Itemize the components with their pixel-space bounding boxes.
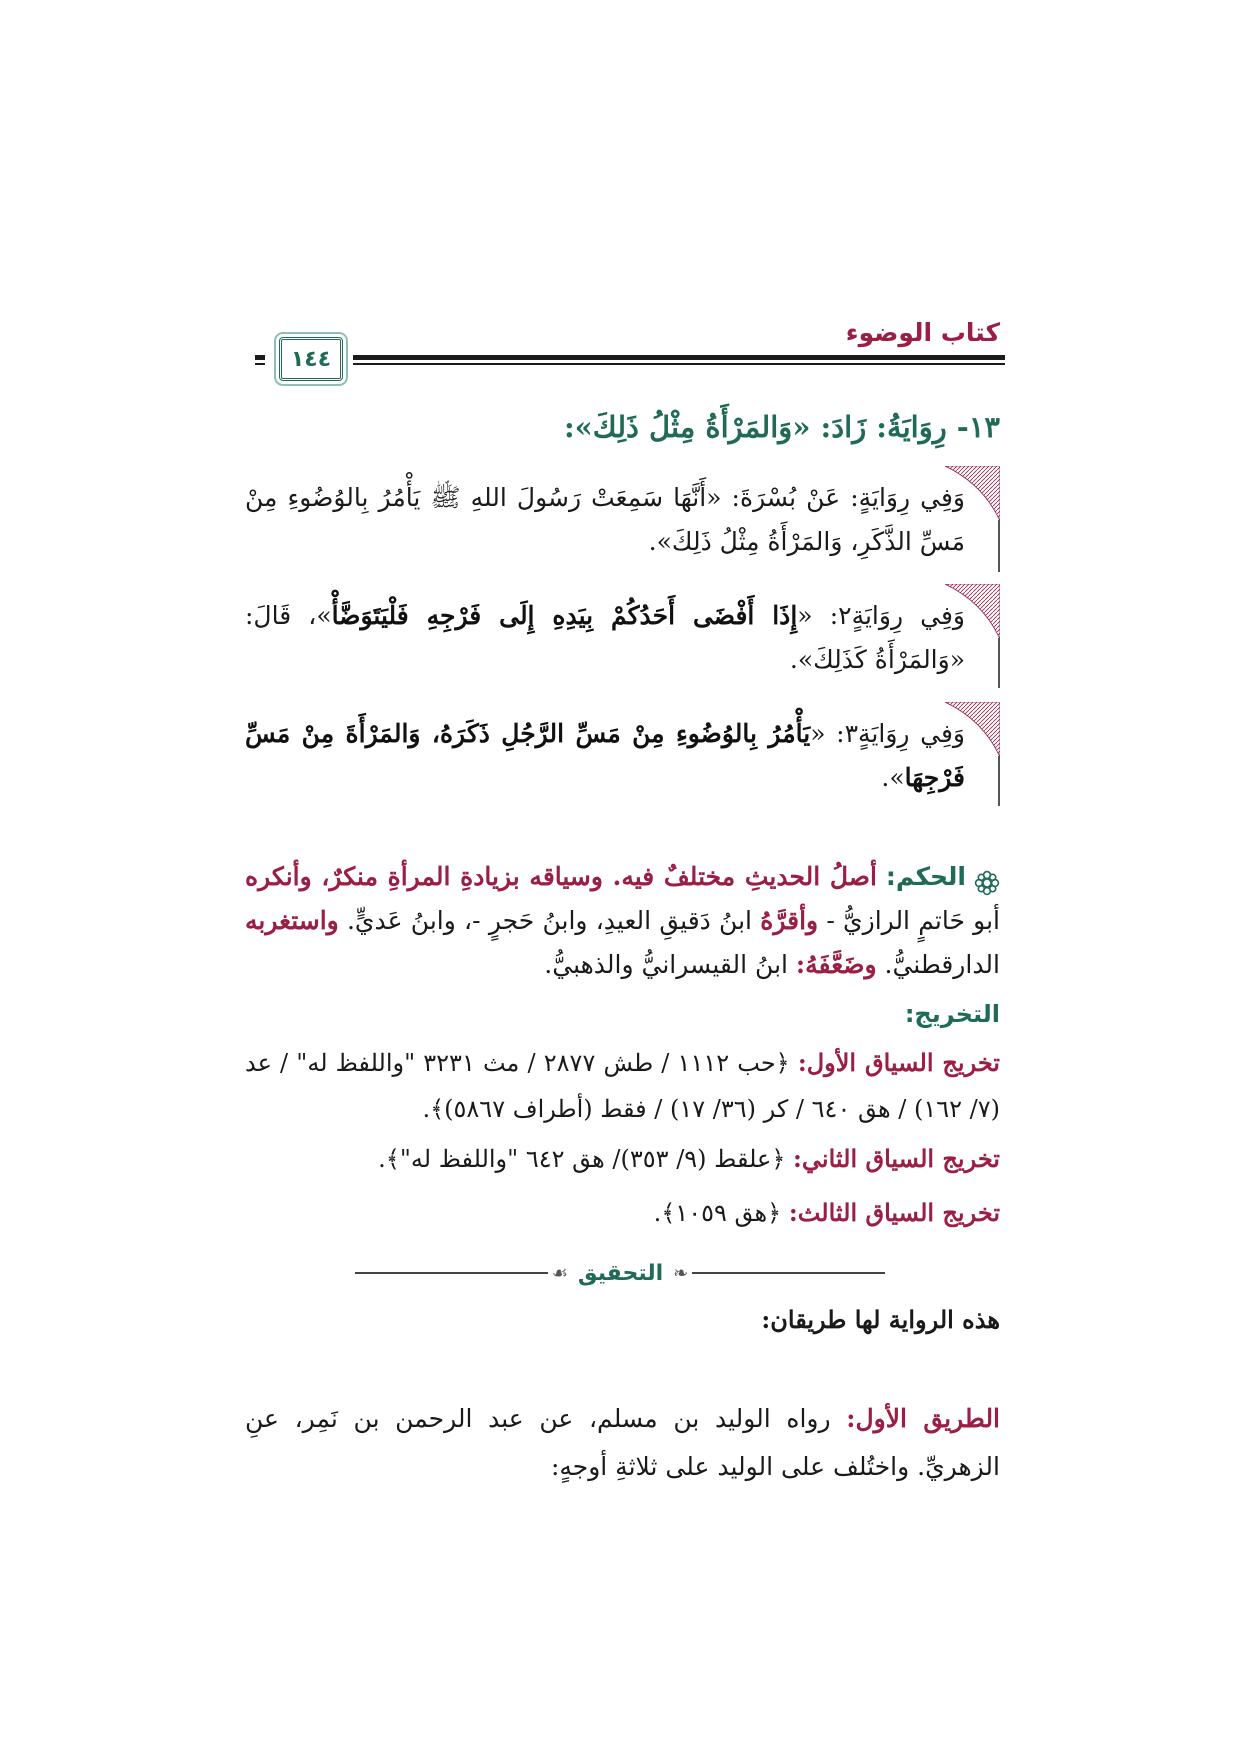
narration-3-prefix: وَفِي رِوَايَةٍ٣: « — [810, 719, 965, 748]
hukm-paragraph — [245, 855, 1000, 987]
hukm-text-3: الدارقطنيُّ. — [876, 950, 1000, 979]
takhrij-text-1: ﴿حب ١١١٢ / طش ٢٨٧٧ / مث ٣٢٣١ "واللفظ له" / عد (٧/ ١٦٢) / هق ٦٤٠ / كر (٣٦/ ١٧) / فقط (أطراف ٥٨٦٧)﴾. — [245, 1049, 1000, 1123]
takhrij-item-3 — [245, 1190, 1000, 1236]
header-rule — [255, 355, 1005, 360]
divider-line — [355, 1272, 548, 1274]
narration-3-suffix: ». — [881, 763, 905, 792]
section-title: ١٣- رِوَايَةُ: زَادَ: «وَالمَرْأَةُ مِثْلُ ذَلِكَ»: — [563, 410, 1000, 444]
section-divider — [355, 1255, 885, 1291]
narration-2-suffix: »، قَالَ: «وَالمَرْأَةُ كَذَلِكَ». — [245, 601, 965, 674]
divider-ornament-icon: ❧ — [673, 1262, 689, 1284]
narration-1 — [245, 476, 965, 564]
hukm-daafahu: وضَعَّفَهُ: — [795, 950, 877, 979]
narration-2-hadith: إِذَا أَفْضَى أَحَدُكُمْ بِيَدِهِ إِلَى فَرْجِهِ فَلْيَتَوَضَّأْ — [331, 601, 798, 630]
narration-rule — [998, 756, 1000, 806]
takhrij-item-1 — [245, 1040, 1000, 1132]
hukm-aqarrahu: وأقرَّهُ — [760, 906, 819, 935]
narration-1-text: وَفِي رِوَايَةٍ: عَنْ بُسْرَةَ: «أَنَّهَا سَمِعَتْ رَسُولَ اللهِ ﷺ يَأْمُرُ بِالوُضُوءِ مِنْ مَسِّ الذَّكَرِ، وَالمَرْأَةُ مِثْلُ ذَلِكَ». — [245, 483, 965, 556]
narration-rule — [998, 520, 1000, 572]
tahqiq-paragraph — [245, 1395, 1000, 1491]
tahqiq-intro: هذه الرواية لها طريقان: — [761, 1305, 1000, 1334]
narration-3-hadith: يَأْمُرُ بِالوُضُوءِ مِنْ مَسِّ الرَّجُلِ ذَكَرَهُ، وَالمَرْأَةَ مِنْ مَسِّ فَرْجِهَا — [245, 719, 965, 792]
hukm-istaghrabahu: واستغربه — [245, 906, 339, 935]
takhrij-text-2: ﴿علقط (٩/ ٣٥٣)/ هق ٦٤٢ "واللفظ له"﴾. — [378, 1145, 794, 1173]
book-title: كتاب الوضوء — [845, 318, 1000, 347]
tahqiq-label: الطريق الأول: — [846, 1404, 1001, 1433]
narration-2-prefix: وَفِي رِوَايَةٍ٢: « — [797, 601, 966, 630]
takhrij-item-2 — [245, 1136, 1000, 1182]
hukm-label: الحكم: — [885, 862, 967, 891]
divider-line — [692, 1272, 885, 1274]
takhrij-heading: التخريج: — [904, 1000, 1000, 1028]
hukm-text-2: ابنُ دَقيقِ العيدِ، وابنُ حَجرٍ -، وابنُ عَديٍّ. — [338, 906, 761, 935]
page-number: ١٤٤ — [279, 337, 343, 381]
divider-ornament-icon: ☙ — [551, 1262, 568, 1284]
narration-2 — [245, 594, 965, 682]
narration-3 — [245, 712, 965, 800]
narration-rule — [998, 638, 1000, 688]
hukm-text-4: ابنُ القيسرانيُّ والذهبيُّ. — [544, 950, 796, 979]
takhrij-text-3: ﴿هق ١٠٥٩﴾. — [653, 1199, 789, 1227]
hukm-text-1: أبو حَاتمٍ الرازيُّ - — [818, 906, 1000, 935]
takhrij-label-3: تخريج السياق الثالث: — [788, 1198, 1000, 1227]
header-rule-thin — [255, 363, 1005, 365]
takhrij-label-1: تخريج السياق الأول: — [797, 1048, 1000, 1077]
flower-icon — [974, 866, 1000, 892]
hukm-lead: أصلُ الحديثِ مختلفٌ فيه. وسياقه بزيادةِ المرأةِ منكرٌ، وأنكره — [245, 862, 877, 891]
takhrij-label-2: تخريج السياق الثاني: — [793, 1144, 1000, 1173]
tahqiq-text: رواه الوليد بن مسلم، عن عبد الرحمن بن نَمِر، عنِ الزهريِّ. واختُلف على الوليد على ثلاثةِ أوجهٍ: — [245, 1404, 1000, 1481]
divider-title: التحقيق — [577, 1260, 664, 1286]
